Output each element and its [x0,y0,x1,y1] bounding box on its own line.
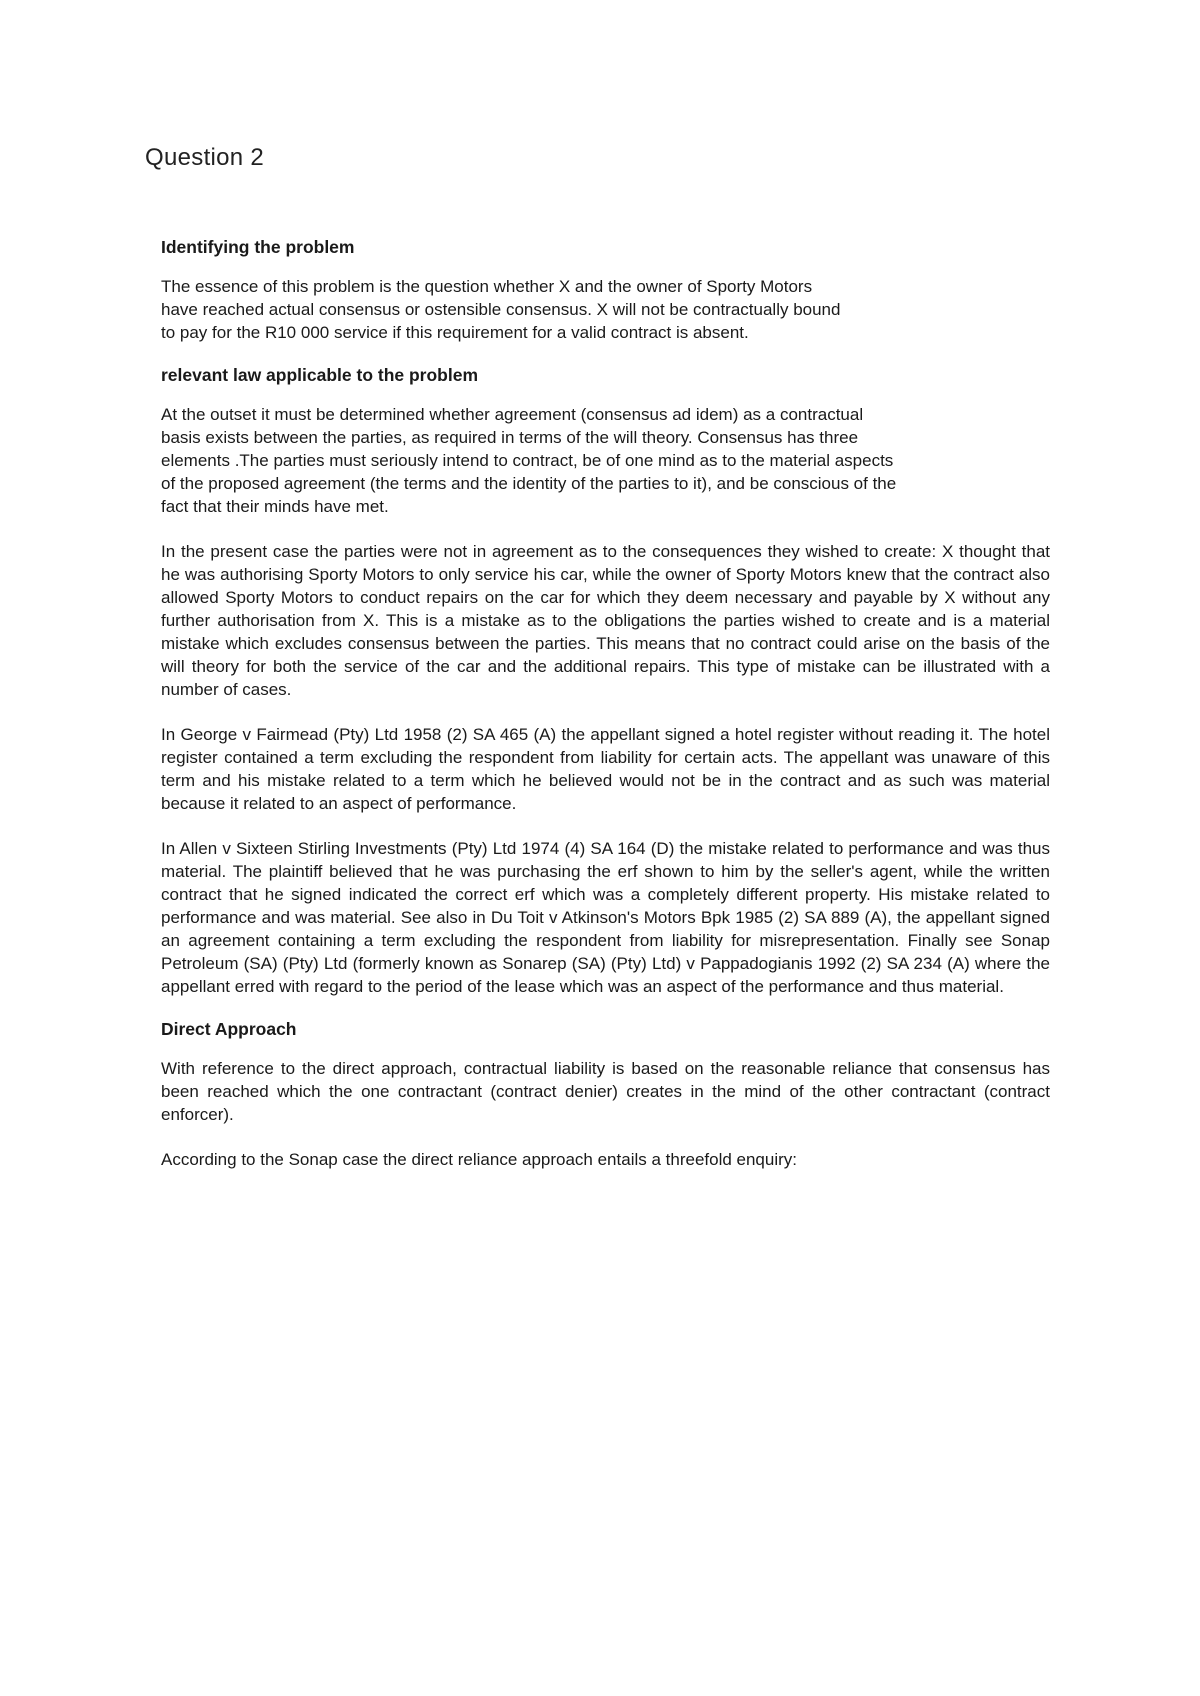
heading-identifying-the-problem: Identifying the problem [161,237,355,257]
paragraph-consensus-elements [161,403,1050,518]
text-line: basis exists between the parties, as required in terms of the will theory. Consensus has three [161,428,859,447]
text-line: to pay for the R10 000 service if this requirement for a valid contract is absent. [161,323,749,342]
text-line: At the outset it must be determined whether agreement (consensus ad idem) as a contractual [161,405,864,424]
paragraph-allen-v-sixteen-stirling: In Allen v Sixteen Stirling Investments (Pty) Ltd 1974 (4) SA 164 (D) the mistake related to performance and was thus material. The plaintiff believed that he was purchasing the erf shown to him by the seller's agent, while the written contract that he signed indicated the correct erf which was a completely different property. His mistake related to performance and was material. See also in Du Toit v Atkinson's Motors Bpk 1985 (2) SA 889 (A), the appellant signed an agreement containing a term excluding the respondent from liability for misrepresentation. Finally see Sonap Petroleum (SA) (Pty) Ltd (formerly known as Sonarep (SA) (Pty) Ltd) v Pappadogianis 1992 (2) SA 234 (A) where the appellant erred with regard to the period of the lease which was an aspect of the performance and thus material. [161,839,1050,996]
heading-direct-approach: Direct Approach [161,1019,297,1039]
text-line: elements .The parties must seriously intend to contract, be of one mind as to the material aspects [161,451,894,470]
text-line: have reached actual consensus or ostensible consensus. X will not be contractually bound [161,300,841,319]
paragraph-present-case: In the present case the parties were not in agreement as to the consequences they wished to create: X thought that he was authorising Sporty Motors to only service his car, while the owner of Sporty Motors knew that the contract also allowed Sporty Motors to conduct repairs on the car for which they deem necessary and payable by X without any further authorisation from X. This is a mistake as to the obligations the parties wished to create and is a material mistake which excludes consensus between the parties. This means that no contract could arise on the basis of the will theory for both the service of the car and the additional repairs. This type of mistake can be illustrated with a number of cases. [161,542,1050,699]
paragraph-essence-of-problem [161,275,1050,344]
paragraph-threefold-enquiry: According to the Sonap case the direct reliance approach entails a threefold enquiry: [161,1150,798,1169]
paragraph-george-v-fairmead: In George v Fairmead (Pty) Ltd 1958 (2) SA 465 (A) the appellant signed a hotel register without reading it. The hotel register contained a term excluding the respondent from liability for certain acts. The appellant was unaware of this term and his mistake related to a term which he believed would not be in the contract and as such was material because it related to an aspect of performance. [161,725,1050,813]
text-line: The essence of this problem is the question whether X and the owner of Sporty Motors [161,277,813,296]
question-title: Question 2 [145,144,265,171]
text-line: of the proposed agreement (the terms and the identity of the parties to it), and be conscious of the [161,474,897,493]
heading-relevant-law: relevant law applicable to the problem [161,365,479,385]
document-body [161,236,1050,1193]
text-line: fact that their minds have met. [161,497,389,516]
paragraph-direct-approach: With reference to the direct approach, contractual liability is based on the reasonable reliance that consensus has been reached which the one contractant (contract denier) creates in the mind of the other contractant (contract enforcer). [161,1059,1050,1124]
